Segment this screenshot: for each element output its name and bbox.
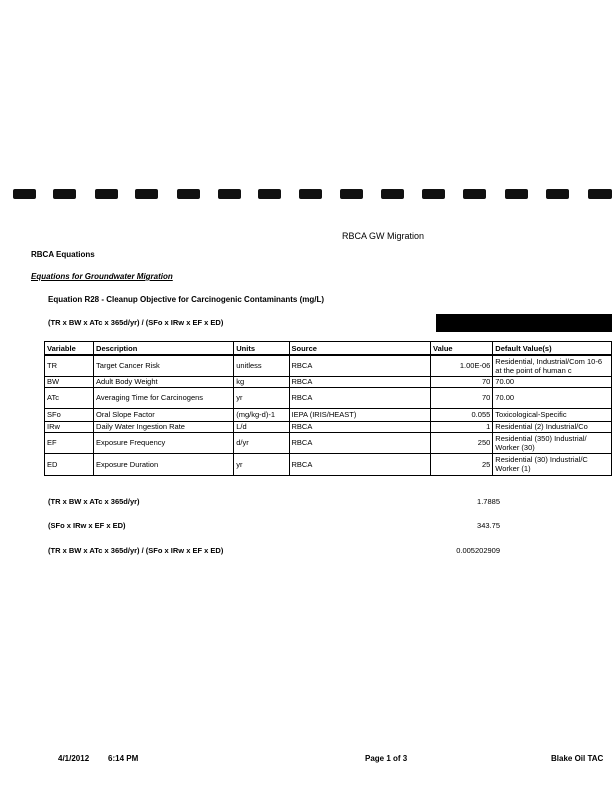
- table-row: [45, 387, 612, 408]
- cell-units: d/yr: [234, 432, 289, 453]
- cell-value: 250: [431, 432, 493, 453]
- cell-units: yr: [234, 453, 289, 475]
- cell-units: yr: [234, 387, 289, 408]
- table-row: [45, 432, 612, 453]
- cell-default: 70.00: [493, 387, 612, 408]
- cell-source: RBCA: [289, 387, 430, 408]
- cell-source: IEPA (IRIS/HEAST): [289, 408, 430, 421]
- cell-source: RBCA: [289, 355, 430, 376]
- cell-units: kg: [234, 376, 289, 387]
- cell-source: RBCA: [289, 432, 430, 453]
- cell-description: Exposure Duration: [94, 453, 234, 475]
- redacted-bar: [436, 314, 612, 332]
- variables-table: [44, 341, 612, 476]
- calc-expression: (TR x BW x ATc x 365d/yr) / (SFo x IRw x EF x ED): [48, 546, 224, 555]
- cell-value: 0.055: [431, 408, 493, 421]
- column-header: Units: [234, 342, 289, 356]
- cell-source: RBCA: [289, 453, 430, 475]
- cell-value: 1.00E-06: [431, 355, 493, 376]
- cell-variable: ATc: [45, 387, 94, 408]
- cell-units: L/d: [234, 421, 289, 432]
- cell-variable: SFo: [45, 408, 94, 421]
- cell-description: Adult Body Weight: [94, 376, 234, 387]
- calc-expression: (SFo x IRw x EF x ED): [48, 521, 126, 530]
- table-header-row: [45, 342, 612, 356]
- cell-source: RBCA: [289, 376, 430, 387]
- cell-variable: EF: [45, 432, 94, 453]
- cell-value: 25: [431, 453, 493, 475]
- cell-variable: TR: [45, 355, 94, 376]
- calc-value: 0.005202909: [456, 546, 500, 555]
- cell-value: 1: [431, 421, 493, 432]
- cell-default: Residential (30) Industrial/C Worker (1): [493, 453, 612, 475]
- calc-value: 343.75: [477, 521, 500, 530]
- cell-units: (mg/kg-d)-1: [234, 408, 289, 421]
- equation-formula: (TR x BW x ATc x 365d/yr) / (SFo x IRw x EF x ED): [48, 318, 224, 327]
- cell-description: Daily Water Ingestion Rate: [94, 421, 234, 432]
- column-header: Description: [94, 342, 234, 356]
- cell-value: 70: [431, 376, 493, 387]
- table-row: [45, 421, 612, 432]
- table-row: [45, 355, 612, 376]
- cell-source: RBCA: [289, 421, 430, 432]
- cell-default: Residential (2) Industrial/Co: [493, 421, 612, 432]
- cell-default: Residential (350) Industrial/ Worker (30): [493, 432, 612, 453]
- calc-value: 1.7885: [477, 497, 500, 506]
- cell-units: unitless: [234, 355, 289, 376]
- cell-variable: IRw: [45, 421, 94, 432]
- calc-expression: (TR x BW x ATc x 365d/yr): [48, 497, 140, 506]
- column-header: Source: [289, 342, 430, 356]
- cell-default: Toxicological-Specific: [493, 408, 612, 421]
- cell-description: Target Cancer Risk: [94, 355, 234, 376]
- footer-page-number: Page 1 of 3: [365, 754, 408, 763]
- cell-value: 70: [431, 387, 493, 408]
- cell-description: Averaging Time for Carcinogens: [94, 387, 234, 408]
- footer-document-name: Blake Oil TAC: [551, 754, 604, 763]
- cell-description: Exposure Frequency: [94, 432, 234, 453]
- cell-default: 70.00: [493, 376, 612, 387]
- section-heading: RBCA Equations: [31, 250, 95, 259]
- table-row: [45, 408, 612, 421]
- footer-date: 4/1/2012: [58, 754, 90, 763]
- subsection-heading: Equations for Groundwater Migration: [31, 272, 173, 281]
- footer-time: 6:14 PM: [108, 754, 139, 763]
- cell-variable: BW: [45, 376, 94, 387]
- cell-default: Residential, Industrial/Com 10-6 at the point of human c: [493, 355, 612, 376]
- table-row: [45, 376, 612, 387]
- column-header: Value: [431, 342, 493, 356]
- column-header: Default Value(s): [493, 342, 612, 356]
- table-row: [45, 453, 612, 475]
- dashed-separator: [0, 189, 612, 203]
- cell-description: Oral Slope Factor: [94, 408, 234, 421]
- page-title: RBCA GW Migration: [342, 231, 425, 241]
- cell-variable: ED: [45, 453, 94, 475]
- equation-title: Equation R28 - Cleanup Objective for Carcinogenic Contaminants (mg/L): [48, 295, 325, 304]
- column-header: Variable: [45, 342, 94, 356]
